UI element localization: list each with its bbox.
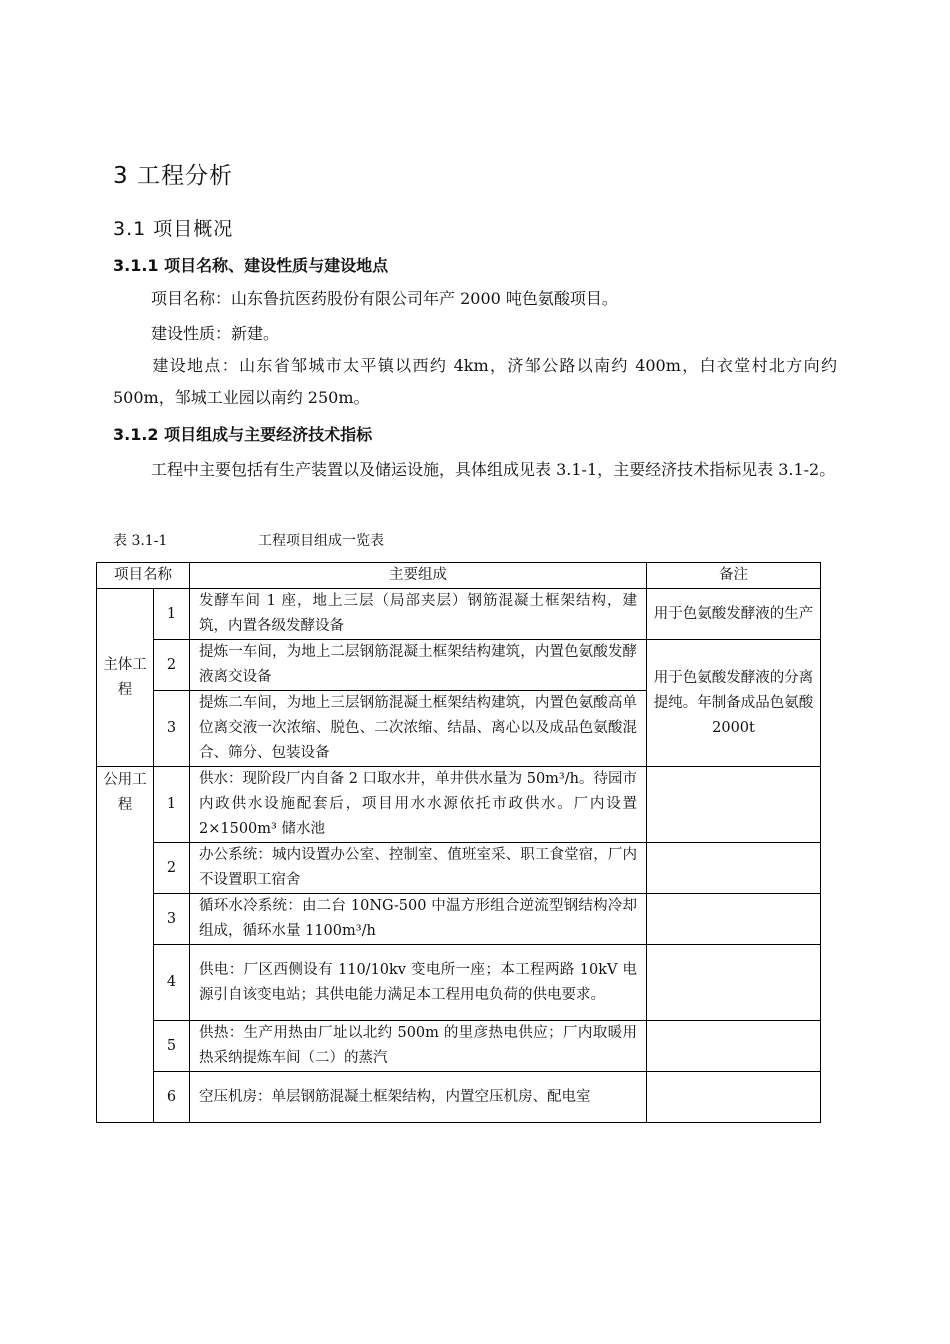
header-item-name: 项目名称	[97, 563, 190, 589]
subsection-heading-3-1-1: 3.1.1 项目名称、建设性质与建设地点	[113, 256, 389, 275]
construction-nature-text: 建设性质：新建。	[151, 324, 280, 343]
composition-intro-text: 工程中主要包括有生产装置以及储运设施，具体组成见表 3.1-1，主要经济技术指标见表 3.1-2。	[151, 460, 836, 479]
group-public-project: 公用工程	[97, 767, 154, 1123]
row-description: 办公系统：城内设置办公室、控制室、值班室采、职工食堂宿，厂内不设置职工宿舍	[190, 843, 647, 894]
header-main-composition: 主要组成	[190, 563, 647, 589]
table-row	[97, 640, 821, 691]
table-row	[97, 589, 821, 640]
table-row	[97, 894, 821, 945]
section-heading: 3.1 项目概况	[113, 218, 234, 240]
row-number: 2	[154, 843, 190, 894]
row-note	[647, 767, 821, 843]
row-note	[647, 1072, 821, 1123]
row-note	[647, 945, 821, 1021]
row-description: 提炼二车间，为地上三层钢筋混凝土框架结构建筑，内置色氨酸高单位离交液一次浓缩、脱色、二次浓缩、结晶、离心以及成品色氨酸混合、筛分、包装设备	[190, 691, 647, 767]
table-header-row	[97, 563, 821, 589]
table-row	[97, 843, 821, 894]
construction-nature-paragraph	[113, 318, 837, 350]
construction-location-text: 建设地点：山东省邹城市太平镇以西约 4km，济邹公路以南约 400m，白衣堂村北方向约 500m，邹城工业园以南约 250m。	[113, 356, 837, 407]
row-note	[647, 843, 821, 894]
row-number: 3	[154, 691, 190, 767]
table-row	[97, 1021, 821, 1072]
row-number: 5	[154, 1021, 190, 1072]
row-description: 供水：现阶段厂内自备 2 口取水井，单井供水量为 50m³/h。待园市内政供水设施配套后，项目用水水源依托市政供水。厂内设置 2×1500m³ 储水池	[190, 767, 647, 843]
group-main-project: 主体工程	[97, 589, 154, 767]
row-description: 循环水冷系统：由二台 10NG-500 中温方形组合逆流型钢结构冷却组成，循环水量 1100m³/h	[190, 894, 647, 945]
table-caption-title: 工程项目组成一览表	[258, 533, 384, 549]
header-note: 备注	[647, 563, 821, 589]
table-row	[97, 1072, 821, 1123]
project-name-paragraph	[113, 283, 837, 315]
subsection-heading-3-1-2: 3.1.2 项目组成与主要经济技术指标	[113, 425, 373, 444]
row-number: 2	[154, 640, 190, 691]
row-description: 提炼一车间，为地上二层钢筋混凝土框架结构建筑，内置色氨酸发酵液离交设备	[190, 640, 647, 691]
row-description: 供热：生产用热由厂址以北约 500m 的里彦热电供应；厂内取暖用热采纳提炼车间（二）的蒸汽	[190, 1021, 647, 1072]
row-note: 用于色氨酸发酵液的分离提纯。年制备成品色氨酸 2000t	[647, 640, 821, 767]
chapter-heading: 3 工程分析	[113, 163, 233, 189]
project-name-text: 项目名称：山东鲁抗医药股份有限公司年产 2000 吨色氨酸项目。	[151, 289, 618, 308]
table-row	[97, 945, 821, 1021]
row-note	[647, 1021, 821, 1072]
row-number: 1	[154, 767, 190, 843]
table-caption-number: 表 3.1-1	[113, 533, 168, 549]
row-note: 用于色氨酸发酵液的生产	[647, 589, 821, 640]
row-note	[647, 894, 821, 945]
row-number: 4	[154, 945, 190, 1021]
row-description: 发酵车间 1 座，地上三层（局部夹层）钢筋混凝土框架结构，建筑，内置各级发酵设备	[190, 589, 647, 640]
construction-location-paragraph	[113, 350, 837, 414]
composition-intro-paragraph	[113, 452, 837, 487]
row-description: 空压机房：单层钢筋混凝土框架结构，内置空压机房、配电室	[190, 1072, 647, 1123]
row-number: 3	[154, 894, 190, 945]
row-description: 供电：厂区西侧设有 110/10kv 变电所一座；本工程两路 10kV 电源引自该变电站；其供电能力满足本工程用电负荷的供电要求。	[190, 945, 647, 1021]
table-row	[97, 767, 821, 843]
row-number: 6	[154, 1072, 190, 1123]
row-number: 1	[154, 589, 190, 640]
project-composition-table	[96, 562, 821, 1123]
